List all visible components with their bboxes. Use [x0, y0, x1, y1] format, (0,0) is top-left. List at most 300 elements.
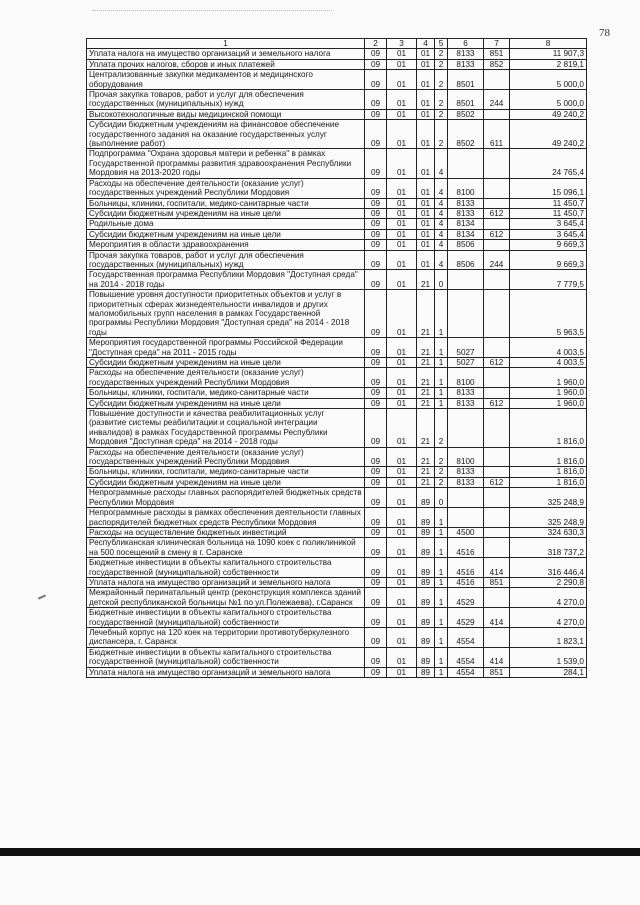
item-name-cell: Повышение уровня доступности приоритетных объектов и услуг в приоритетных сферах жизнедеятельности инвалидов и других маломобильных групп населения в рамках Государственной программы Республики Мордовия "Доступная среда" на 2014 - 2018 годы: [87, 290, 365, 338]
code-cell-7: [484, 627, 510, 647]
code-cell-3: 01: [387, 477, 417, 487]
item-name-cell: Прочая закупка товаров, работ и услуг для обеспечения государственных (муниципальных) нужд: [87, 90, 365, 110]
code-cell-6: 8133: [448, 467, 484, 477]
code-cell-7: [484, 219, 510, 229]
table-row: [87, 240, 587, 250]
code-cell-7: [484, 270, 510, 290]
code-cell-2: 09: [365, 608, 387, 628]
code-cell-6: 8133: [448, 388, 484, 398]
code-cell-2: 09: [365, 558, 387, 578]
item-name-cell: Больницы, клиники, госпитали, медико-санитарные части: [87, 467, 365, 477]
code-cell-2: 09: [365, 109, 387, 119]
amount-cell: 2 290,8: [510, 577, 587, 587]
code-cell-2: 09: [365, 577, 387, 587]
code-cell-4: 01: [417, 149, 435, 178]
code-cell-2: 09: [365, 527, 387, 537]
item-name-cell: Субсидии бюджетным учреждениям на иные цели: [87, 229, 365, 239]
code-cell-4: 01: [417, 208, 435, 218]
table-row: [87, 558, 587, 578]
code-cell-4: 89: [417, 527, 435, 537]
amount-cell: 3 645,4: [510, 219, 587, 229]
code-cell-2: 09: [365, 588, 387, 608]
amount-cell: 9 669,3: [510, 240, 587, 250]
code-cell-7: 414: [484, 647, 510, 667]
code-cell-6: [448, 290, 484, 338]
code-cell-3: 01: [387, 208, 417, 218]
table-row: [87, 398, 587, 408]
code-cell-7: [484, 109, 510, 119]
code-cell-2: 09: [365, 270, 387, 290]
amount-cell: 325 248,9: [510, 488, 587, 508]
amount-cell: 4 270,0: [510, 608, 587, 628]
table-row: [87, 70, 587, 90]
item-name-cell: Прочая закупка товаров, работ и услуг для обеспечения государственных (муниципальных) нужд: [87, 250, 365, 270]
code-cell-6: 4529: [448, 608, 484, 628]
amount-cell: 5 000,0: [510, 70, 587, 90]
code-cell-7: [484, 538, 510, 558]
code-cell-2: 09: [365, 647, 387, 667]
header-cell-1: 1: [87, 39, 365, 49]
header-cell-3: 3: [387, 39, 417, 49]
amount-cell: 1 816,0: [510, 467, 587, 477]
code-cell-3: 01: [387, 290, 417, 338]
code-cell-2: 09: [365, 240, 387, 250]
item-name-cell: Подпрограмма "Охрана здоровья матери и ребенка" в рамках Государственной программы развития здравоохранения Республики Мордовия на 2013-2020 годы: [87, 149, 365, 178]
code-cell-4: 21: [417, 368, 435, 388]
code-cell-7: 851: [484, 49, 510, 59]
code-cell-7: [484, 149, 510, 178]
code-cell-4: 89: [417, 588, 435, 608]
code-cell-3: 01: [387, 368, 417, 388]
code-cell-5: 4: [435, 250, 448, 270]
code-cell-4: 21: [417, 290, 435, 338]
code-cell-2: 09: [365, 538, 387, 558]
code-cell-3: 01: [387, 527, 417, 537]
code-cell-7: 244: [484, 90, 510, 110]
table-row: [87, 488, 587, 508]
code-cell-5: 1: [435, 588, 448, 608]
item-name-cell: Расходы на обеспечение деятельности (оказание услуг) государственных учреждений Республики Мордовия: [87, 178, 365, 198]
code-cell-6: 5027: [448, 338, 484, 358]
amount-cell: 5 963,5: [510, 290, 587, 338]
amount-cell: 7 779,5: [510, 270, 587, 290]
header-cell-2: 2: [365, 39, 387, 49]
table-row: [87, 388, 587, 398]
code-cell-2: 09: [365, 49, 387, 59]
code-cell-4: 89: [417, 538, 435, 558]
item-name-cell: Лечебный корпус на 120 коек на территории противотуберкулезного диспансера, г. Саранск: [87, 627, 365, 647]
code-cell-3: 01: [387, 558, 417, 578]
code-cell-5: 4: [435, 178, 448, 198]
code-cell-3: 01: [387, 59, 417, 69]
code-cell-2: 09: [365, 488, 387, 508]
code-cell-7: 851: [484, 667, 510, 677]
table-row: [87, 198, 587, 208]
code-cell-5: 2: [435, 109, 448, 119]
code-cell-5: 4: [435, 208, 448, 218]
item-name-cell: Субсидии бюджетным учреждениям на иные цели: [87, 398, 365, 408]
item-name-cell: Расходы на обеспечение деятельности (оказание услуг) государственных учреждений Республики Мордовия: [87, 447, 365, 467]
item-name-cell: Централизованные закупки медикаментов и медицинского оборудования: [87, 70, 365, 90]
header-cell-5: 5: [435, 39, 448, 49]
code-cell-2: 09: [365, 398, 387, 408]
code-cell-3: 01: [387, 250, 417, 270]
code-cell-2: 09: [365, 338, 387, 358]
code-cell-2: 09: [365, 667, 387, 677]
code-cell-5: 1: [435, 290, 448, 338]
code-cell-7: 612: [484, 477, 510, 487]
code-cell-6: 8133: [448, 208, 484, 218]
amount-cell: 284,1: [510, 667, 587, 677]
code-cell-7: 851: [484, 577, 510, 587]
code-cell-6: 8133: [448, 59, 484, 69]
code-cell-6: 8134: [448, 219, 484, 229]
code-cell-5: 2: [435, 59, 448, 69]
code-cell-5: 4: [435, 198, 448, 208]
code-cell-7: [484, 178, 510, 198]
code-cell-3: 01: [387, 488, 417, 508]
code-cell-7: [484, 488, 510, 508]
code-cell-3: 01: [387, 219, 417, 229]
code-cell-4: 01: [417, 59, 435, 69]
code-cell-7: 612: [484, 208, 510, 218]
amount-cell: 325 248,9: [510, 508, 587, 528]
code-cell-6: [448, 409, 484, 448]
table-row: [87, 270, 587, 290]
code-cell-4: 01: [417, 178, 435, 198]
item-name-cell: Субсидии бюджетным учреждениям на иные цели: [87, 208, 365, 218]
item-name-cell: Субсидии бюджетным учреждениям на иные цели: [87, 477, 365, 487]
code-cell-3: 01: [387, 398, 417, 408]
code-cell-6: 4554: [448, 667, 484, 677]
code-cell-4: 89: [417, 608, 435, 628]
code-cell-7: [484, 338, 510, 358]
code-cell-3: 01: [387, 149, 417, 178]
code-cell-5: 2: [435, 49, 448, 59]
code-cell-6: 8133: [448, 49, 484, 59]
scan-artifact-line: [92, 10, 332, 12]
code-cell-6: [448, 508, 484, 528]
item-name-cell: Мероприятия государственной программы Российской Федерации "Доступная среда" на 2011 - 2015 годы: [87, 338, 365, 358]
item-name-cell: Уплата налога на имущество организаций и земельного налога: [87, 577, 365, 587]
table-row: [87, 368, 587, 388]
code-cell-7: [484, 368, 510, 388]
item-name-cell: Расходы на осуществление бюджетных инвестиций: [87, 527, 365, 537]
code-cell-2: 09: [365, 388, 387, 398]
code-cell-2: 09: [365, 178, 387, 198]
code-cell-5: 1: [435, 647, 448, 667]
amount-cell: 2 819,1: [510, 59, 587, 69]
code-cell-2: 09: [365, 477, 387, 487]
code-cell-2: 09: [365, 508, 387, 528]
table-row: [87, 588, 587, 608]
code-cell-5: 1: [435, 538, 448, 558]
amount-cell: 1 816,0: [510, 477, 587, 487]
code-cell-3: 01: [387, 409, 417, 448]
code-cell-4: 21: [417, 358, 435, 368]
code-cell-3: 01: [387, 358, 417, 368]
amount-cell: 11 450,7: [510, 208, 587, 218]
code-cell-6: 8506: [448, 250, 484, 270]
code-cell-7: 612: [484, 358, 510, 368]
code-cell-5: 1: [435, 527, 448, 537]
code-cell-6: [448, 270, 484, 290]
code-cell-4: 89: [417, 667, 435, 677]
code-cell-5: 0: [435, 270, 448, 290]
code-cell-4: 21: [417, 270, 435, 290]
code-cell-2: 09: [365, 90, 387, 110]
amount-cell: 1 960,0: [510, 398, 587, 408]
code-cell-4: 89: [417, 508, 435, 528]
code-cell-3: 01: [387, 588, 417, 608]
item-name-cell: Уплата налога на имущество организаций и земельного налога: [87, 667, 365, 677]
code-cell-4: 01: [417, 120, 435, 149]
table-row: [87, 627, 587, 647]
amount-cell: 49 240,2: [510, 120, 587, 149]
code-cell-6: 8100: [448, 178, 484, 198]
table-row: [87, 608, 587, 628]
code-cell-4: 01: [417, 250, 435, 270]
code-cell-4: 01: [417, 49, 435, 59]
code-cell-3: 01: [387, 667, 417, 677]
code-cell-3: 01: [387, 627, 417, 647]
table-row: [87, 250, 587, 270]
code-cell-2: 09: [365, 409, 387, 448]
code-cell-3: 01: [387, 388, 417, 398]
code-cell-4: 89: [417, 488, 435, 508]
item-name-cell: Расходы на обеспечение деятельности (оказание услуг) государственных учреждений Республики Мордовия: [87, 368, 365, 388]
code-cell-5: 2: [435, 120, 448, 149]
code-cell-7: 612: [484, 229, 510, 239]
amount-cell: 4 003,5: [510, 338, 587, 358]
table-row: [87, 149, 587, 178]
code-cell-2: 09: [365, 120, 387, 149]
table-row: [87, 447, 587, 467]
code-cell-6: 4529: [448, 588, 484, 608]
code-cell-6: 8100: [448, 447, 484, 467]
table-row: [87, 538, 587, 558]
code-cell-5: 1: [435, 398, 448, 408]
table-header-row: [87, 39, 587, 49]
item-name-cell: Уплата налога на имущество организаций и земельного налога: [87, 49, 365, 59]
code-cell-4: 89: [417, 627, 435, 647]
code-cell-5: 2: [435, 447, 448, 467]
code-cell-7: 244: [484, 250, 510, 270]
amount-cell: 49 240,2: [510, 109, 587, 119]
code-cell-2: 09: [365, 447, 387, 467]
code-cell-3: 01: [387, 198, 417, 208]
code-cell-5: 1: [435, 338, 448, 358]
amount-cell: 1 816,0: [510, 409, 587, 448]
amount-cell: 5 000,0: [510, 90, 587, 110]
table-row: [87, 647, 587, 667]
code-cell-4: 21: [417, 447, 435, 467]
code-cell-2: 09: [365, 70, 387, 90]
page-number: 78: [599, 27, 610, 39]
scan-artifact-mark: [38, 594, 46, 599]
code-cell-2: 09: [365, 229, 387, 239]
scan-bottom-edge: [0, 848, 640, 856]
code-cell-3: 01: [387, 49, 417, 59]
code-cell-6: 4516: [448, 558, 484, 578]
code-cell-4: 89: [417, 577, 435, 587]
code-cell-3: 01: [387, 467, 417, 477]
code-cell-3: 01: [387, 577, 417, 587]
item-name-cell: Бюджетные инвестиции в объекты капитального строительства государственной (муниципальной) собственности: [87, 558, 365, 578]
code-cell-4: 01: [417, 109, 435, 119]
item-name-cell: Уплата прочих налогов, сборов и иных платежей: [87, 59, 365, 69]
code-cell-4: 89: [417, 647, 435, 667]
code-cell-2: 09: [365, 149, 387, 178]
table-row: [87, 508, 587, 528]
code-cell-2: 09: [365, 208, 387, 218]
item-name-cell: Больницы, клиники, госпитали, медико-санитарные части: [87, 388, 365, 398]
table-row: [87, 49, 587, 59]
amount-cell: 3 645,4: [510, 229, 587, 239]
code-cell-6: 8501: [448, 70, 484, 90]
code-cell-2: 09: [365, 627, 387, 647]
code-cell-7: 611: [484, 120, 510, 149]
header-cell-7: 7: [484, 39, 510, 49]
amount-cell: 1 816,0: [510, 447, 587, 467]
code-cell-4: 89: [417, 558, 435, 578]
code-cell-2: 09: [365, 219, 387, 229]
table-row: [87, 208, 587, 218]
code-cell-6: 8133: [448, 477, 484, 487]
code-cell-5: 1: [435, 608, 448, 628]
code-cell-3: 01: [387, 90, 417, 110]
table-row: [87, 59, 587, 69]
code-cell-5: 1: [435, 627, 448, 647]
table-row: [87, 229, 587, 239]
code-cell-2: 09: [365, 198, 387, 208]
code-cell-5: 2: [435, 90, 448, 110]
code-cell-3: 01: [387, 70, 417, 90]
table-row: [87, 467, 587, 477]
code-cell-7: [484, 240, 510, 250]
code-cell-6: 8134: [448, 229, 484, 239]
table-row: [87, 409, 587, 448]
amount-cell: 11 907,3: [510, 49, 587, 59]
code-cell-5: 2: [435, 467, 448, 477]
code-cell-5: 4: [435, 229, 448, 239]
code-cell-7: 414: [484, 608, 510, 628]
code-cell-5: 0: [435, 488, 448, 508]
code-cell-3: 01: [387, 240, 417, 250]
code-cell-4: 01: [417, 229, 435, 239]
code-cell-5: 1: [435, 358, 448, 368]
code-cell-4: 21: [417, 338, 435, 358]
code-cell-4: 21: [417, 398, 435, 408]
code-cell-4: 21: [417, 409, 435, 448]
table-row: [87, 358, 587, 368]
code-cell-3: 01: [387, 270, 417, 290]
item-name-cell: Бюджетные инвестиции в объекты капитального строительства государственной (муниципальной) собственности: [87, 647, 365, 667]
code-cell-6: 8506: [448, 240, 484, 250]
table-body: [87, 49, 587, 678]
amount-cell: 316 446,4: [510, 558, 587, 578]
table-row: [87, 219, 587, 229]
table-row: [87, 178, 587, 198]
code-cell-7: [484, 198, 510, 208]
code-cell-2: 09: [365, 290, 387, 338]
code-cell-5: 1: [435, 508, 448, 528]
item-name-cell: Межрайонный перинатальный центр (реконструкция комплекса зданий детской республиканской больницы №1 по ул.Полежаева), г.Саранск: [87, 588, 365, 608]
code-cell-2: 09: [365, 358, 387, 368]
code-cell-2: 09: [365, 368, 387, 388]
table-row: [87, 338, 587, 358]
amount-cell: 15 096,1: [510, 178, 587, 198]
code-cell-5: 1: [435, 368, 448, 388]
code-cell-5: 4: [435, 149, 448, 178]
code-cell-7: [484, 388, 510, 398]
code-cell-4: 01: [417, 198, 435, 208]
code-cell-3: 01: [387, 508, 417, 528]
code-cell-6: [448, 488, 484, 508]
code-cell-7: 414: [484, 558, 510, 578]
code-cell-4: 01: [417, 240, 435, 250]
code-cell-7: 852: [484, 59, 510, 69]
item-name-cell: Республиканская клиническая больница на 1090 коек с поликлиникой на 500 посещений в смену в г. Саранске: [87, 538, 365, 558]
item-name-cell: Высокотехнологичные виды медицинской помощи: [87, 109, 365, 119]
item-name-cell: Субсидии бюджетным учреждениям на иные цели: [87, 358, 365, 368]
code-cell-3: 01: [387, 338, 417, 358]
item-name-cell: Непрограммные расходы в рамках обеспечения деятельности главных распорядителей бюджетных средств Республики Мордовия: [87, 508, 365, 528]
amount-cell: 318 737,2: [510, 538, 587, 558]
amount-cell: 1 960,0: [510, 368, 587, 388]
table-row: [87, 667, 587, 677]
code-cell-5: 1: [435, 558, 448, 578]
code-cell-5: 2: [435, 477, 448, 487]
code-cell-7: [484, 527, 510, 537]
code-cell-5: 1: [435, 667, 448, 677]
amount-cell: 4 003,5: [510, 358, 587, 368]
code-cell-7: [484, 467, 510, 477]
code-cell-3: 01: [387, 120, 417, 149]
code-cell-4: 01: [417, 219, 435, 229]
code-cell-5: 1: [435, 577, 448, 587]
code-cell-6: 4554: [448, 627, 484, 647]
amount-cell: 9 669,3: [510, 250, 587, 270]
item-name-cell: Повышение доступности и качества реабилитационных услуг (развитие системы реабилитации и социальной интеграции инвалидов) в рамках Государственной программы Республики Мордовия "Доступная среда" на 2014 - 2018 годы: [87, 409, 365, 448]
item-name-cell: Субсидии бюджетным учреждениям на финансовое обеспечение государственного задания на оказание государственных услуг (выполнение работ): [87, 120, 365, 149]
code-cell-4: 21: [417, 467, 435, 477]
code-cell-7: [484, 290, 510, 338]
code-cell-6: 8502: [448, 109, 484, 119]
code-cell-5: 4: [435, 219, 448, 229]
code-cell-2: 09: [365, 59, 387, 69]
table-row: [87, 109, 587, 119]
code-cell-3: 01: [387, 229, 417, 239]
code-cell-5: 2: [435, 70, 448, 90]
code-cell-5: 2: [435, 409, 448, 448]
code-cell-3: 01: [387, 608, 417, 628]
amount-cell: 1 539,0: [510, 647, 587, 667]
header-cell-6: 6: [448, 39, 484, 49]
code-cell-6: 5027: [448, 358, 484, 368]
code-cell-7: [484, 409, 510, 448]
code-cell-6: 4516: [448, 538, 484, 558]
code-cell-2: 09: [365, 250, 387, 270]
code-cell-3: 01: [387, 447, 417, 467]
code-cell-3: 01: [387, 538, 417, 558]
table-row: [87, 290, 587, 338]
table-row: [87, 90, 587, 110]
code-cell-5: 4: [435, 240, 448, 250]
header-cell-8: 8: [510, 39, 587, 49]
item-name-cell: Государственная программа Республики Мордовия "Доступная среда" на 2014 - 2018 годы: [87, 270, 365, 290]
code-cell-7: [484, 508, 510, 528]
